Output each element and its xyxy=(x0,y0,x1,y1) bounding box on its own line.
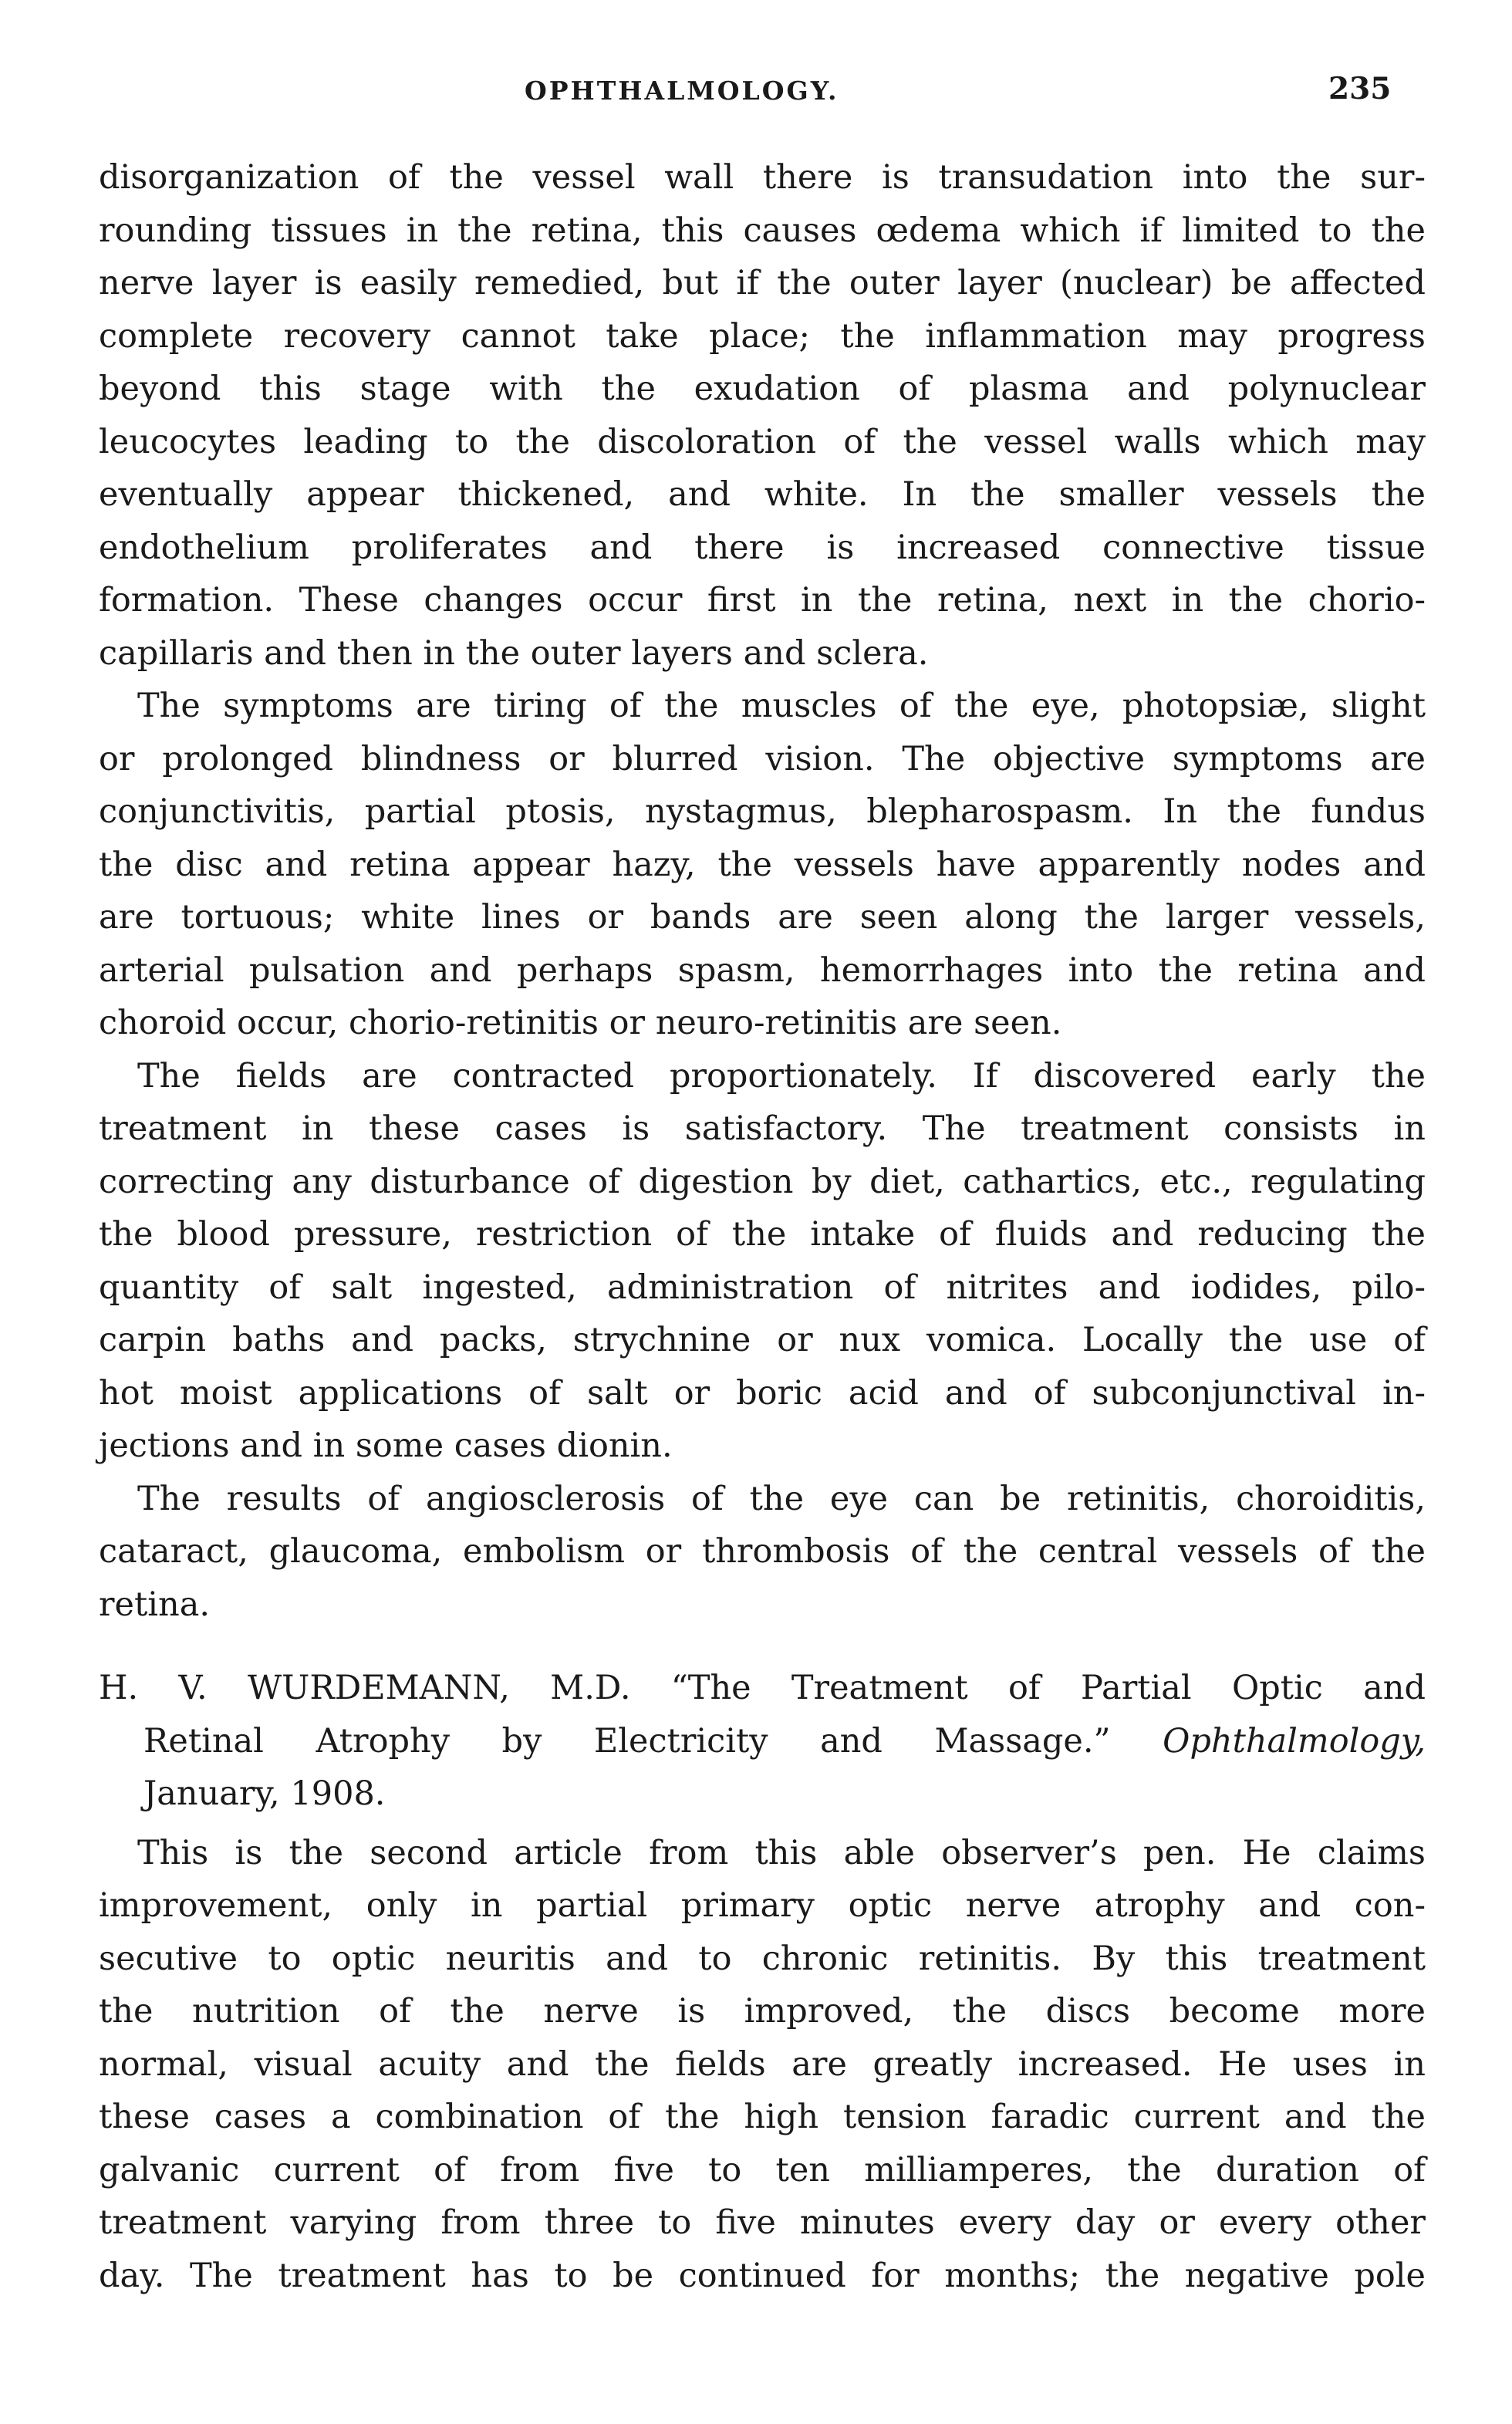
text-line: endothelium proliferates and there is increased connective tissue xyxy=(99,528,1426,567)
text-line: these cases a combination of the high tension faradic current and the xyxy=(99,2098,1426,2136)
text-line: treatment varying from three to five minutes every day or every other xyxy=(99,2203,1426,2242)
text-line: capillaris and then in the outer layers and sclera. xyxy=(99,633,929,673)
text-line: secutive to optic neuritis and to chronic retinitis. By this treatment xyxy=(99,1939,1426,1978)
text-line: improvement, only in partial primary optic nerve atrophy and con- xyxy=(99,1886,1426,1925)
text-line: day. The treatment has to be continued for months; the negative pole xyxy=(99,2256,1426,2295)
text-line: The symptoms are tiring of the muscles of the eye, photopsiæ, slight xyxy=(137,687,1426,725)
text-line: the blood pressure, restriction of the intake of fluids and reducing the xyxy=(99,1215,1426,1254)
text-line: beyond this stage with the exudation of plasma and polynuclear xyxy=(99,370,1426,408)
citation-title-continued: Retinal Atrophy by Electricity and Massage.” xyxy=(143,1721,1111,1761)
running-title: OPHTHALMOLOGY. xyxy=(525,76,839,106)
text-line: arterial pulsation and perhaps spasm, hemorrhages into the retina and xyxy=(99,950,1426,990)
text-line: nerve layer is easily remedied, but if the outer layer (nuclear) be affected xyxy=(99,264,1426,302)
text-line: choroid occur, chorio-retinitis or neuro-retinitis are seen. xyxy=(99,1004,1062,1042)
text-line: rounding tissues in the retina, this causes œdema which if limited to the xyxy=(99,211,1426,250)
citation-journal: Ophthalmology, xyxy=(1163,1721,1426,1761)
citation-date: January, 1908. xyxy=(143,1774,386,1813)
citation-author-title: H. V. WURDEMANN, M.D. “The Treatment of Partial Optic and xyxy=(99,1669,1426,1707)
text-line: carpin baths and packs, strychnine or nux vomica. Locally the use of xyxy=(99,1321,1426,1359)
text-line: formation. These changes occur first in the retina, next in the chorio- xyxy=(99,581,1426,620)
citation-title-journal xyxy=(99,1715,1426,1768)
text-line: retina. xyxy=(99,1585,211,1624)
text-line: cataract, glaucoma, embolism or thrombosis of the central vessels of the xyxy=(99,1532,1426,1571)
text-line: normal, visual acuity and the fields are greatly increased. He uses in xyxy=(99,2044,1426,2084)
text-line: the disc and retina appear hazy, the vessels have apparently nodes and xyxy=(99,845,1426,884)
text-line: jections and in some cases dionin. xyxy=(99,1426,673,1465)
paragraph-review xyxy=(99,1827,1426,2303)
paragraph-results xyxy=(99,1473,1426,1632)
section-gap xyxy=(99,1821,1426,1827)
text-line: the nutrition of the nerve is improved, the discs become more xyxy=(99,1992,1426,2031)
text-line: This is the second article from this able observer’s pen. He claims xyxy=(137,1833,1426,1872)
citation-entry xyxy=(99,1662,1426,1821)
text-line: leucocytes leading to the discoloration of the vessel walls which may xyxy=(99,422,1426,461)
text-line: The fields are contracted proportionately. If discovered early the xyxy=(137,1056,1426,1096)
text-line: hot moist applications of salt or boric acid and of subconjunctival in- xyxy=(99,1373,1426,1413)
text-line: complete recovery cannot take place; the inflammation may progress xyxy=(99,316,1426,356)
text-line: treatment in these cases is satisfactory. The treatment consists in xyxy=(99,1109,1426,1148)
page-number: 235 xyxy=(1328,71,1392,106)
running-head xyxy=(0,71,1512,117)
text-line: or prolonged blindness or blurred vision. The objective symptoms are xyxy=(99,739,1426,778)
body-text xyxy=(99,151,1426,2302)
text-line: correcting any disturbance of digestion by diet, cathartics, etc., regulating xyxy=(99,1162,1426,1201)
text-line: quantity of salt ingested, administration of nitrites and iodides, pilo- xyxy=(99,1268,1426,1307)
paragraph-symptoms xyxy=(99,680,1426,1050)
text-line: disorganization of the vessel wall there is transudation into the sur- xyxy=(99,158,1426,197)
paragraph-pathology xyxy=(99,151,1426,680)
text-line: are tortuous; white lines or bands are seen along the larger vessels, xyxy=(99,898,1426,937)
text-line: conjunctivitis, partial ptosis, nystagmus, blepharospasm. In the fundus xyxy=(99,792,1426,831)
text-line: galvanic current of from five to ten milliamperes, the duration of xyxy=(99,2150,1426,2189)
text-line: eventually appear thickened, and white. In the smaller vessels the xyxy=(99,475,1426,514)
section-gap xyxy=(99,1631,1426,1662)
text-line: The results of angiosclerosis of the eye can be retinitis, choroiditis, xyxy=(137,1479,1426,1518)
paragraph-treatment xyxy=(99,1050,1426,1473)
